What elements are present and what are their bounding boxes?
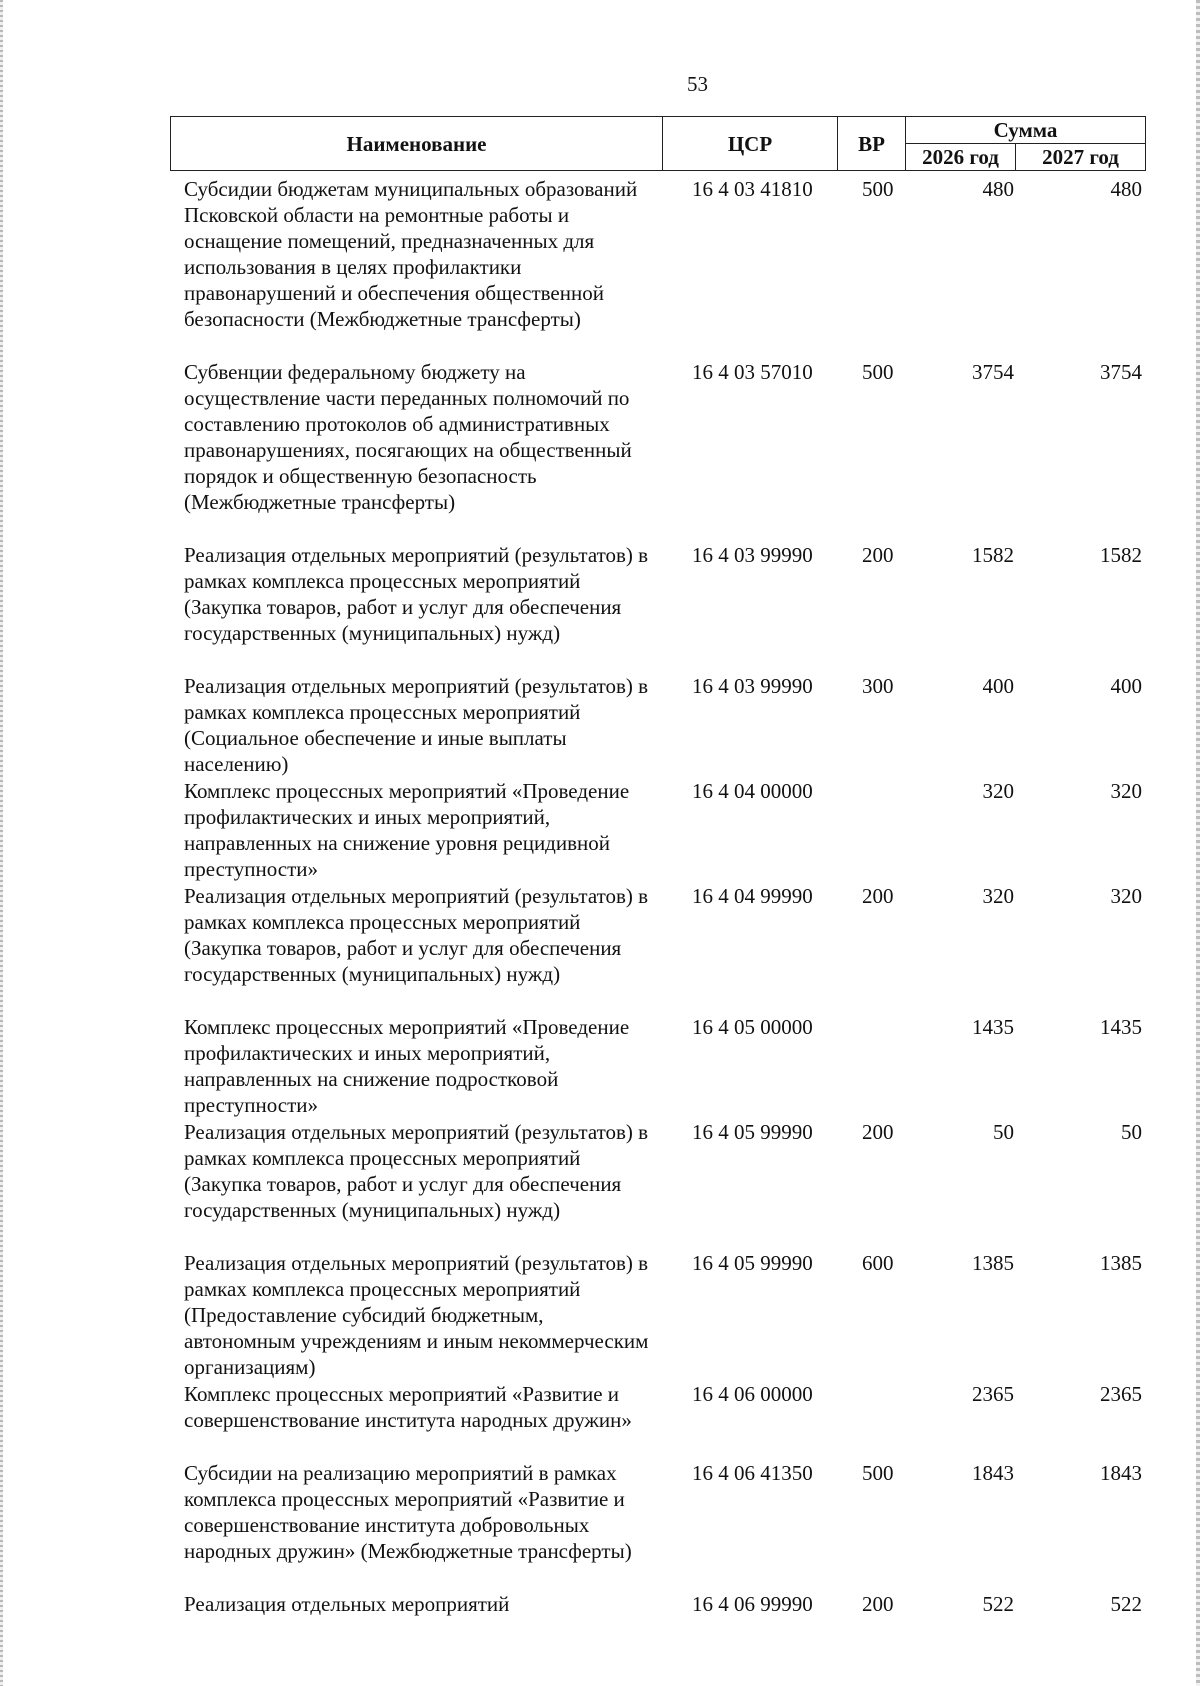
row-name: Комплекс процессных мероприятий «Проведение профилактических и иных мероприятий, направленных на снижение подростковой преступности» [184,1015,630,1117]
table-body [0,176,1200,1621]
row-name: Субвенции федеральному бюджету на осуществление части переданных полномочий по составлению протоколов об административных правонарушениях, посягающих на общественный порядок и общественную безопасность (Межбюджетные трансферты) [184,360,632,514]
row-csr: 16 4 03 99990 [692,543,813,567]
row-name: Реализация отдельных мероприятий (результатов) в рамках комплекса процессных мероприятий (Закупка товаров, работ и услуг для обеспечения государственных (муниципальных) нужд) [184,543,649,645]
row-name: Комплекс процессных мероприятий «Развитие и совершенствование института народных дружин» [184,1382,632,1432]
table-row [0,1381,1200,1460]
page-number: 53 [687,72,708,96]
row-vr: 200 [862,884,894,908]
row-sum-2027: 1435 [1100,1015,1142,1039]
row-sum-2026: 1582 [972,543,1014,567]
row-sum-2027: 3754 [1100,360,1142,384]
table-row [0,359,1200,542]
row-sum-2027: 400 [1110,674,1142,698]
table-row [0,1460,1200,1591]
row-name: Реализация отдельных мероприятий (результатов) в рамках комплекса процессных мероприятий (Закупка товаров, работ и услуг для обеспечения государственных (муниципальных) нужд) [184,1120,649,1222]
table-row [0,1250,1200,1381]
row-sum-2027: 480 [1110,177,1142,201]
row-csr: 16 4 05 99990 [692,1120,813,1144]
row-name: Субсидии бюджетам муниципальных образований Псковской области на ремонтные работы и оснащение помещений, предназначенных для использования в целях профилактики правонарушений и обеспечения общественной безопасности (Межбюджетные трансферты) [184,177,638,331]
row-sum-2026: 480 [982,177,1014,201]
row-sum-2027: 1582 [1100,543,1142,567]
row-sum-2026: 2365 [972,1382,1014,1406]
table-row [0,1591,1200,1621]
row-csr: 16 4 04 99990 [692,884,813,908]
header-year-2027: 2027 год [1016,144,1146,171]
row-sum-2026: 320 [982,884,1014,908]
row-name: Реализация отдельных мероприятий (результатов) в рамках комплекса процессных мероприятий (Предоставление субсидий бюджетным, автономным учреждениям и иным некоммерческим организациям) [184,1251,649,1379]
row-sum-2027: 320 [1110,884,1142,908]
header-year-2026: 2026 год [906,144,1016,171]
row-csr: 16 4 03 41810 [692,177,813,201]
row-name: Реализация отдельных мероприятий [184,1592,510,1616]
row-sum-2026: 522 [982,1592,1014,1616]
row-vr: 200 [862,1592,894,1616]
table-header [170,116,1146,171]
table-row [0,883,1200,1014]
row-sum-2027: 1385 [1100,1251,1142,1275]
row-sum-2027: 2365 [1100,1382,1142,1406]
row-csr: 16 4 06 99990 [692,1592,813,1616]
row-vr: 200 [862,1120,894,1144]
row-sum-2026: 1843 [972,1461,1014,1485]
row-sum-2026: 400 [982,674,1014,698]
header-vr: ВР [838,117,906,171]
row-vr: 600 [862,1251,894,1275]
table-row [0,1014,1200,1119]
row-vr: 300 [862,674,894,698]
header-sum: Сумма [906,117,1146,144]
table-row [0,778,1200,883]
row-vr: 500 [862,177,894,201]
table-row [0,673,1200,778]
row-sum-2026: 320 [982,779,1014,803]
row-csr: 16 4 05 00000 [692,1015,813,1039]
header-name: Наименование [171,117,663,171]
row-csr: 16 4 03 57010 [692,360,813,384]
row-sum-2026: 3754 [972,360,1014,384]
row-csr: 16 4 06 00000 [692,1382,813,1406]
header-csr: ЦСР [663,117,838,171]
row-name: Субсидии на реализацию мероприятий в рамках комплекса процессных мероприятий «Развитие и совершенствование института добровольных народных дружин» (Межбюджетные трансферты) [184,1461,632,1563]
row-sum-2027: 320 [1110,779,1142,803]
row-vr: 500 [862,360,894,384]
row-vr: 200 [862,543,894,567]
row-name: Комплекс процессных мероприятий «Проведение профилактических и иных мероприятий, направленных на снижение уровня рецидивной преступности» [184,779,630,881]
table-row [0,176,1200,359]
row-sum-2026: 1385 [972,1251,1014,1275]
row-sum-2027: 1843 [1100,1461,1142,1485]
table-row [0,1119,1200,1250]
row-csr: 16 4 05 99990 [692,1251,813,1275]
row-sum-2026: 50 [993,1120,1014,1144]
row-csr: 16 4 03 99990 [692,674,813,698]
row-name: Реализация отдельных мероприятий (результатов) в рамках комплекса процессных мероприятий (Закупка товаров, работ и услуг для обеспечения государственных (муниципальных) нужд) [184,884,649,986]
table-row [0,542,1200,673]
row-sum-2026: 1435 [972,1015,1014,1039]
row-csr: 16 4 06 41350 [692,1461,813,1485]
row-vr: 500 [862,1461,894,1485]
row-sum-2027: 522 [1110,1592,1142,1616]
row-sum-2027: 50 [1121,1120,1142,1144]
row-name: Реализация отдельных мероприятий (результатов) в рамках комплекса процессных мероприятий (Социальное обеспечение и иные выплаты населению) [184,674,649,776]
row-csr: 16 4 04 00000 [692,779,813,803]
